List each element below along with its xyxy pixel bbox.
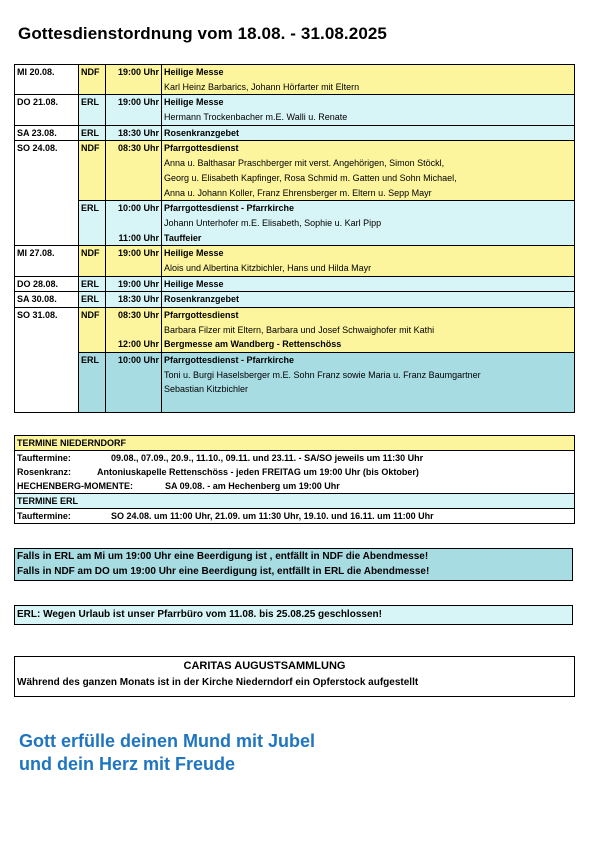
schedule-date: DO 21.08. xyxy=(15,95,79,125)
schedule-time xyxy=(106,308,162,353)
service-title: Pfarrgottesdienst xyxy=(164,310,239,321)
schedule-description xyxy=(162,308,575,353)
termine-box xyxy=(14,435,575,524)
caritas-body: Während des ganzen Monats ist in der Kirche Niederndorf ein Opferstock aufgestellt xyxy=(17,677,419,688)
service-title: Tauffeier xyxy=(164,232,202,243)
schedule-row xyxy=(15,292,575,308)
schedule-row xyxy=(15,276,575,292)
schedule-date: DO 28.08. xyxy=(15,276,79,292)
intention-line: Sebastian Kitzbichler xyxy=(164,384,249,395)
schedule-location: NDF xyxy=(79,141,106,201)
service-title: Rosenkranzgebet xyxy=(164,127,240,138)
schedule-time-entry: 19:00 Uhr xyxy=(117,67,159,77)
termine-row xyxy=(15,451,574,465)
schedule-date: SO 24.08. xyxy=(15,141,79,246)
intention-line: Anna u. Balthasar Praschberger mit verst. Angehörigen, Simon Stöckl, xyxy=(164,158,445,169)
schedule-time xyxy=(106,95,162,125)
schedule-time xyxy=(106,246,162,276)
schedule-description xyxy=(162,95,575,125)
bible-verse xyxy=(19,730,315,776)
schedule-row xyxy=(15,353,575,413)
schedule-time xyxy=(106,353,162,413)
termine-value: SA 09.08. - am Hechenberg um 19:00 Uhr xyxy=(165,481,340,491)
termine-label: Tauftermine: xyxy=(17,511,71,521)
schedule-time-entry: 08:30 Uhr xyxy=(117,143,159,154)
service-title: Pfarrgottesdienst - Pfarrkirche xyxy=(164,203,295,214)
schedule-location: ERL xyxy=(79,276,106,292)
schedule-location: ERL xyxy=(79,125,106,141)
schedule-row xyxy=(15,246,575,276)
verse-line-1: Gott erfülle deinen Mund mit Jubel xyxy=(19,731,316,751)
schedule-location: ERL xyxy=(79,201,106,246)
funeral-notice-ndf: Falls in NDF am DO um 19:00 Uhr eine Beerdigung ist, entfällt in ERL die Abendmesse! xyxy=(17,565,430,577)
office-closed-notice: ERL: Wegen Urlaub ist unser Pfarrbüro vom 11.08. bis 25.08.25 geschlossen! xyxy=(14,605,573,625)
schedule-date: MI 20.08. xyxy=(15,65,79,95)
schedule-description xyxy=(162,65,575,95)
funeral-notice xyxy=(14,548,573,581)
schedule-row xyxy=(15,125,575,141)
schedule-row xyxy=(15,141,575,201)
schedule-location: ERL xyxy=(79,353,106,413)
schedule-time xyxy=(106,125,162,141)
schedule-date: SO 31.08. xyxy=(15,308,79,413)
termine-value: 09.08., 07.09., 20.9., 11.10., 09.11. und 23.11. - SA/SO jeweils um 11:30 Uhr xyxy=(111,453,424,463)
schedule-description xyxy=(162,353,575,413)
service-title: Pfarrgottesdienst xyxy=(164,143,239,154)
intention-line: Karl Heinz Barbarics, Johann Hörfarter mit Eltern xyxy=(164,81,360,92)
schedule-location: ERL xyxy=(79,95,106,125)
intention-line: Johann Unterhofer m.E. Elisabeth, Sophie u. Karl Pipp xyxy=(164,217,382,228)
schedule-date: MI 27.08. xyxy=(15,246,79,276)
schedule-time-entry: 19:00 Uhr xyxy=(117,278,159,289)
schedule-row xyxy=(15,308,575,353)
service-title: Heilige Messe xyxy=(164,67,224,77)
schedule-description xyxy=(162,246,575,276)
intention-line: Anna u. Johann Koller, Franz Ehrensberger m. Eltern u. Sepp Mayr xyxy=(164,187,432,198)
verse-line-2: und dein Herz mit Freude xyxy=(19,754,236,774)
termine-label: Rosenkranz: xyxy=(17,467,72,477)
schedule-time-entry: 19:00 Uhr xyxy=(117,248,159,259)
schedule-time xyxy=(106,201,162,246)
schedule-time xyxy=(106,65,162,95)
schedule-location: NDF xyxy=(79,308,106,353)
schedule-time xyxy=(106,276,162,292)
schedule-description xyxy=(162,201,575,246)
termine-value: Antoniuskapelle Rettenschöss - jeden FREITAG um 19:00 Uhr (bis Oktober) xyxy=(97,467,419,477)
schedule-location: NDF xyxy=(79,246,106,276)
schedule-date: SA 30.08. xyxy=(15,292,79,308)
termine-row xyxy=(15,479,574,493)
service-title: Heilige Messe xyxy=(164,278,224,289)
schedule-table xyxy=(14,64,575,413)
service-title: Heilige Messe xyxy=(164,97,224,108)
schedule-time-entry xyxy=(108,323,159,338)
schedule-time-entry: 18:30 Uhr xyxy=(117,294,159,305)
schedule-row xyxy=(15,65,575,95)
schedule-date: SA 23.08. xyxy=(15,125,79,141)
intention-line: Toni u. Burgi Haselsberger m.E. Sohn Franz sowie Maria u. Franz Baumgartner xyxy=(164,369,481,380)
page-title: Gottesdienstordnung vom 18.08. - 31.08.2025 xyxy=(18,24,387,43)
caritas-notice xyxy=(14,656,575,697)
schedule-description xyxy=(162,125,575,141)
service-title: Heilige Messe xyxy=(164,248,224,259)
termine-niederndorf-header: TERMINE NIEDERNDORF xyxy=(15,436,574,451)
schedule-time xyxy=(106,141,162,201)
termine-value: SO 24.08. um 11:00 Uhr, 21.09. um 11:30 Uhr, 19.10. und 16.11. um 11:00 Uhr xyxy=(111,511,434,521)
termine-row xyxy=(15,465,574,479)
service-title: Rosenkranzgebet xyxy=(164,294,240,305)
schedule-location: NDF xyxy=(79,65,106,95)
service-title: Bergmesse am Wandberg - Rettenschöss xyxy=(164,339,342,350)
schedule-time-entry: 12:00 Uhr xyxy=(117,339,159,350)
schedule-location: ERL xyxy=(79,292,106,308)
schedule-time-entry: 19:00 Uhr xyxy=(117,97,159,108)
schedule-time-entry: 10:00 Uhr xyxy=(117,355,159,366)
termine-label: Tauftermine: xyxy=(17,453,71,463)
termine-label: HECHENBERG-MOMENTE: xyxy=(17,481,133,491)
schedule-description xyxy=(162,276,575,292)
termine-erl-header: TERMINE ERL xyxy=(15,493,574,509)
caritas-title: CARITAS AUGUSTSAMMLUNG xyxy=(183,660,346,672)
service-title: Pfarrgottesdienst - Pfarrkirche xyxy=(164,355,295,366)
funeral-notice-erl: Falls in ERL am Mi um 19:00 Uhr eine Beerdigung ist , entfällt in NDF die Abendmesse! xyxy=(17,551,429,562)
schedule-row xyxy=(15,95,575,125)
schedule-row xyxy=(15,201,575,246)
intention-line: Georg u. Elisabeth Kapfinger, Rosa Schmid m. Gatten und Sohn Michael, xyxy=(164,172,457,183)
spacer xyxy=(164,397,572,412)
schedule-time xyxy=(106,292,162,308)
intention-line: Barbara Filzer mit Eltern, Barbara und Josef Schwaighofer mit Kathi xyxy=(164,324,435,335)
schedule-time-entry: 11:00 Uhr xyxy=(118,232,159,243)
schedule-description xyxy=(162,292,575,308)
schedule-time-entry xyxy=(108,216,159,231)
schedule-time-entry: 18:30 Uhr xyxy=(117,127,159,138)
intention-line: Alois und Albertina Kitzbichler, Hans und Hilda Mayr xyxy=(164,262,372,273)
schedule-time-entry: 10:00 Uhr xyxy=(117,203,159,214)
intention-line: Hermann Trockenbacher m.E. Walli u. Renate xyxy=(164,112,348,123)
schedule-description xyxy=(162,141,575,201)
termine-row xyxy=(15,509,574,523)
schedule-time-entry: 08:30 Uhr xyxy=(117,310,159,321)
